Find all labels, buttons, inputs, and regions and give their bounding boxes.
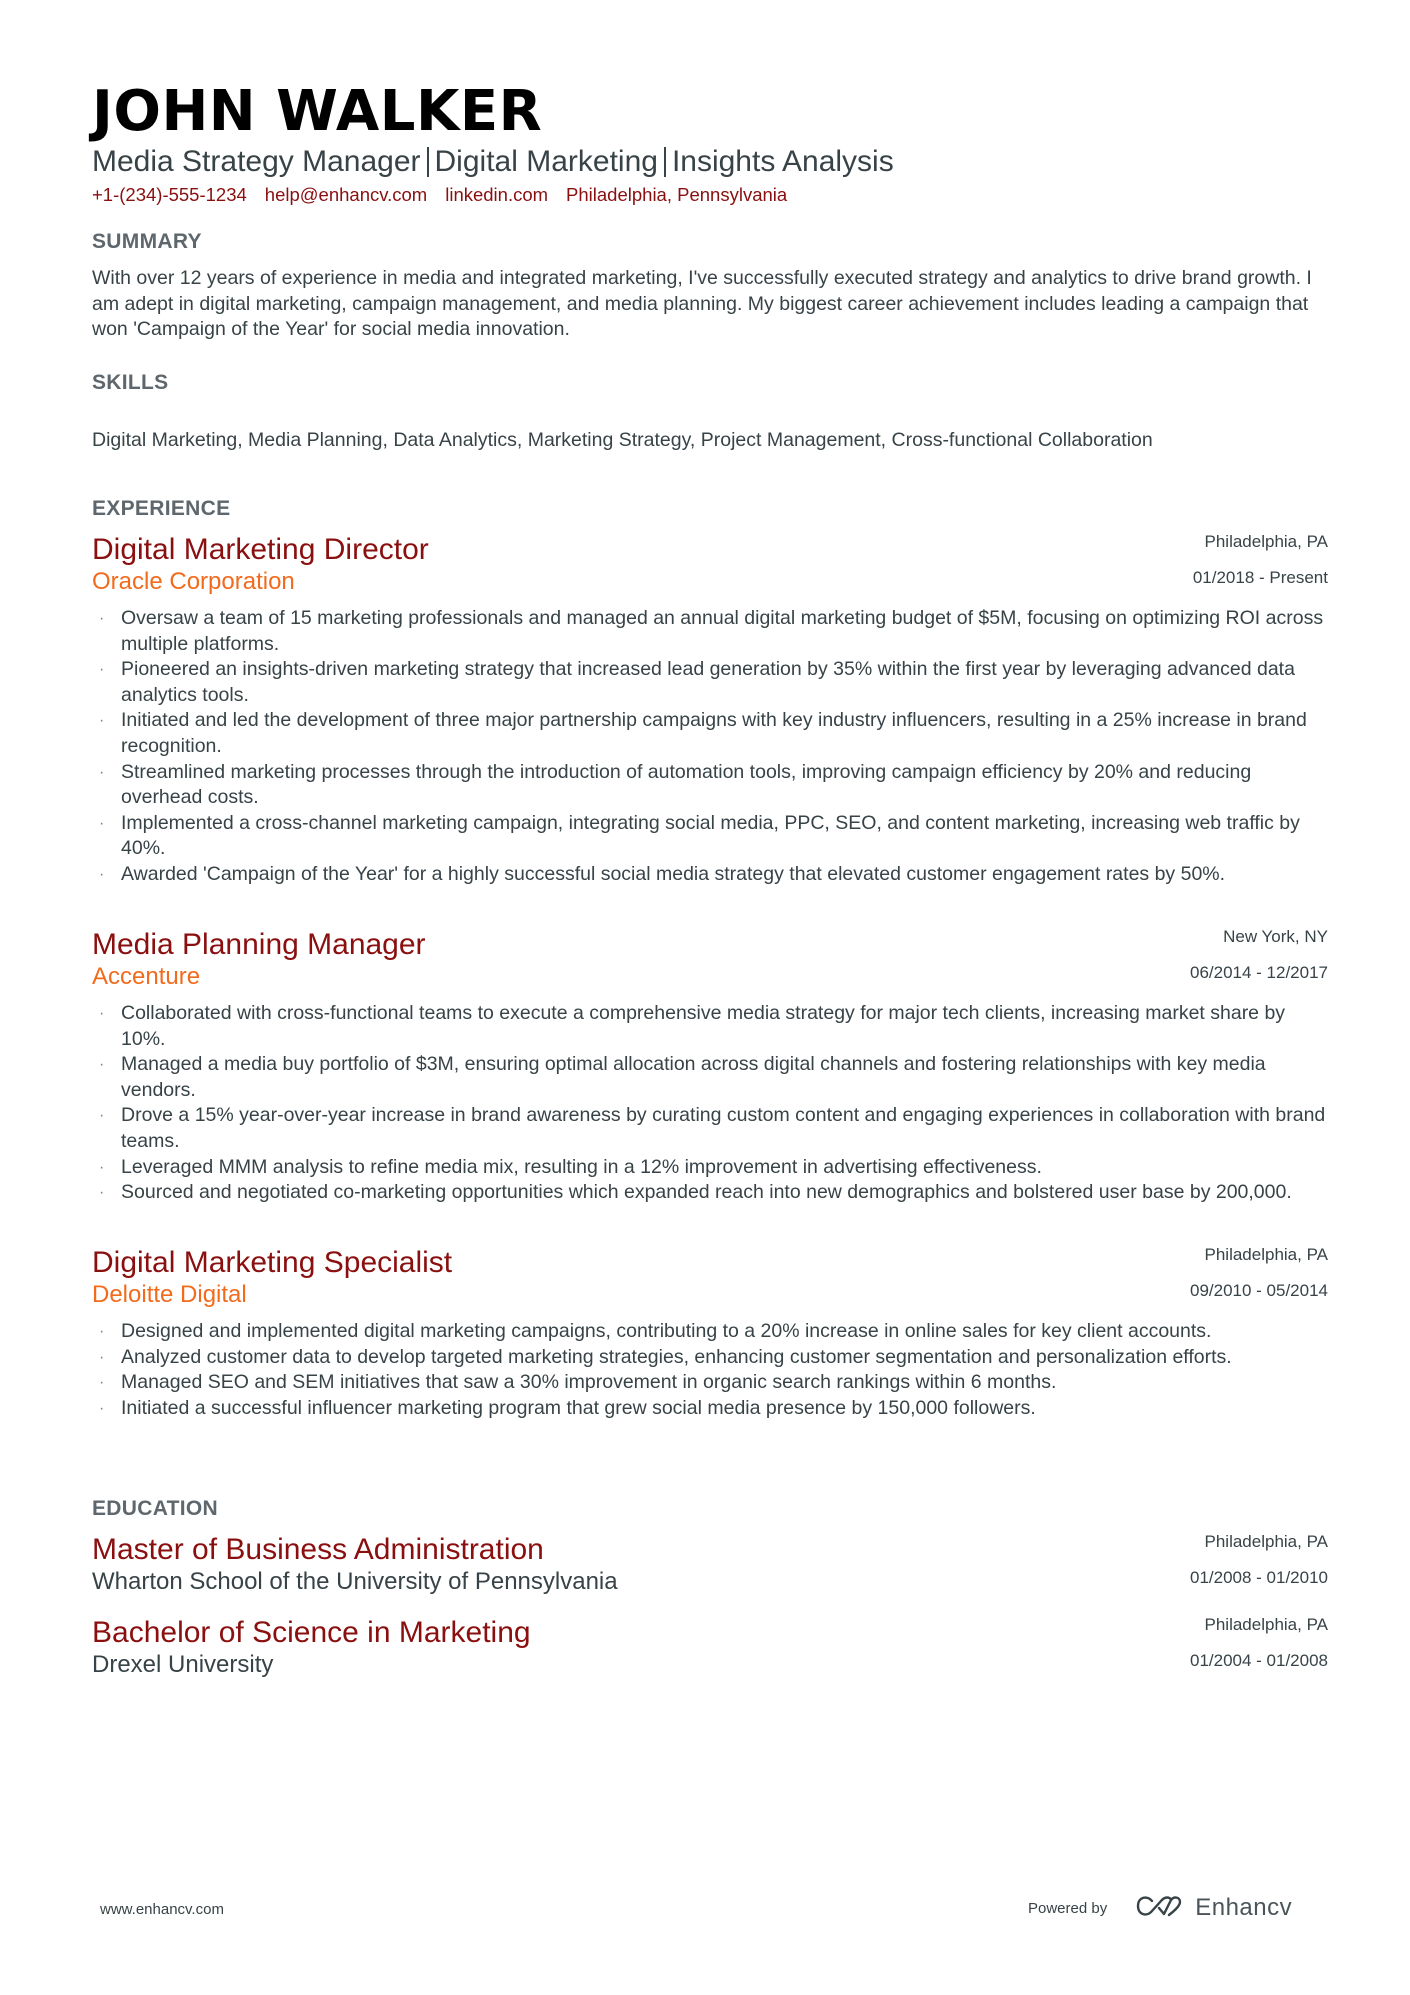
achievement-list	[92, 1319, 1328, 1421]
company-name: Deloitte Digital	[92, 1281, 247, 1308]
powered-by	[1028, 1895, 1292, 1921]
headline-part: Media Strategy Manager	[92, 145, 421, 178]
achievement-item: · Collaborated with cross-functional teams to execute a comprehensive media strategy for major tech clients, increasing market share by 10%.	[99, 1002, 1286, 1050]
job-title: Digital Marketing Director	[92, 533, 429, 566]
headline	[92, 144, 894, 180]
headline-part: Digital Marketing	[434, 145, 658, 178]
contact-info	[92, 183, 805, 207]
bullet-icon: ·	[99, 1348, 105, 1366]
bullet-icon: ·	[99, 610, 105, 627]
bullet-icon: ·	[99, 1056, 105, 1074]
job-location: New York, NY	[1223, 927, 1328, 946]
job-dates: 06/2014 - 12/2017	[1189, 963, 1328, 982]
degree-title: Master of Business Administration	[92, 1533, 544, 1566]
candidate-name: JOHN WALKER	[92, 79, 543, 144]
bullet-icon: ·	[99, 1158, 105, 1176]
education-dates: 01/2004 - 01/2008	[1189, 1651, 1328, 1670]
job-title: Digital Marketing Specialist	[92, 1246, 453, 1279]
achievement-item: · Awarded 'Campaign of the Year' for a highly successful social media strategy that elevated customer engagement rates by 50%.	[92, 862, 1328, 888]
powered-by-label: Powered by	[1028, 1899, 1108, 1917]
bullet-icon: ·	[99, 865, 105, 883]
achievement-item: · Streamlined marketing processes through the introduction of automation tools, improving campaign efficiency by 20% and reducing overhead costs.	[99, 760, 1252, 809]
section-title-education: EDUCATION	[92, 1497, 218, 1520]
achievement-item: · Leveraged MMM analysis to refine media mix, resulting in a 12% improvement in advertising effectiveness.	[92, 1155, 1328, 1181]
achievement-item: · Oversaw a team of 15 marketing professionals and managed an annual digital marketing budget of $5M, focusing on optimizing ROI across multiple platforms.	[99, 607, 1324, 655]
enhancv-logo-icon	[1135, 1894, 1183, 1923]
bullet-icon: ·	[99, 1323, 105, 1340]
brand-name: Enhancv	[1195, 1894, 1293, 1921]
achievement-item: · Sourced and negotiated co-marketing opportunities which expanded reach into new demographics and bolstered user base by 200,000.	[92, 1180, 1328, 1206]
achievement-list	[92, 1001, 1328, 1206]
company-name: Oracle Corporation	[92, 568, 295, 595]
job-location: Philadelphia, PA	[1204, 1245, 1328, 1264]
bullet-icon: ·	[99, 1399, 105, 1417]
headline-part: Insights Analysis	[671, 145, 894, 178]
website-link[interactable]: www.enhancv.com	[100, 1901, 224, 1918]
job-location: Philadelphia, PA	[1204, 532, 1328, 551]
company-name: Accenture	[92, 963, 201, 990]
bullet-icon: ·	[99, 1184, 105, 1202]
education-dates: 01/2008 - 01/2010	[1189, 1568, 1328, 1587]
achievement-item: · Pioneered an insights-driven marketing strategy that increased lead generation by 35% within the first year by leveraging advanced data analytics tools.	[99, 658, 1295, 706]
bullet-icon: ·	[99, 1005, 105, 1022]
location-text: Philadelphia, Pennsylvania	[566, 184, 788, 205]
section-title-summary: SUMMARY	[92, 230, 202, 253]
achievement-item: · Analyzed customer data to develop targeted marketing strategies, enhancing customer segmentation and personalization efforts.	[92, 1345, 1328, 1371]
skills-text: Digital Marketing, Media Planning, Data Analytics, Marketing Strategy, Project Management, Cross-functional Collaboration	[92, 429, 1153, 451]
achievement-item: · Managed a media buy portfolio of $3M, ensuring optimal allocation across digital channels and fostering relationships with key media vendors.	[99, 1053, 1266, 1101]
achievement-item: · Designed and implemented digital marketing campaigns, contributing to a 20% increase in online sales for key client accounts.	[92, 1319, 1328, 1345]
bullet-icon: ·	[99, 763, 105, 781]
headline-separator	[664, 147, 666, 177]
job-title: Media Planning Manager	[92, 928, 426, 961]
school-location: Philadelphia, PA	[1204, 1532, 1328, 1551]
bullet-icon: ·	[99, 814, 105, 832]
section-title-skills: SKILLS	[92, 371, 169, 394]
headline-separator	[427, 147, 429, 177]
school-name: Drexel University	[92, 1651, 274, 1678]
bullet-icon: ·	[99, 1107, 105, 1125]
degree-title: Bachelor of Science in Marketing	[92, 1616, 531, 1649]
school-location: Philadelphia, PA	[1204, 1615, 1328, 1634]
school-name: Wharton School of the University of Pennsylvania	[92, 1568, 618, 1595]
achievement-item: · Managed SEO and SEM initiatives that saw a 30% improvement in organic search rankings within 6 months.	[92, 1370, 1328, 1396]
achievement-list	[92, 606, 1328, 888]
job-dates: 09/2010 - 05/2014	[1189, 1281, 1328, 1300]
bullet-icon: ·	[99, 661, 105, 679]
job-dates: 01/2018 - Present	[1192, 568, 1328, 587]
summary-text: With over 12 years of experience in media and integrated marketing, I've successfully executed strategy and analytics to drive brand growth. I am adept in digital marketing, campaign management, and media planning. My biggest career achievement includes leading a campaign that won 'Campaign of the Year' for social media innovation.	[92, 267, 1312, 341]
section-title-experience: EXPERIENCE	[92, 497, 231, 520]
email-link[interactable]: help@enhancv.com	[264, 184, 428, 205]
achievement-item: · Drove a 15% year-over-year increase in brand awareness by curating custom content and engaging experiences in collaboration with brand teams.	[99, 1104, 1326, 1152]
bullet-icon: ·	[99, 1374, 105, 1392]
phone-link[interactable]: +1-(234)-555-1234	[92, 184, 247, 205]
achievement-item: · Initiated a successful influencer marketing program that grew social media presence by 150,000 followers.	[92, 1396, 1328, 1422]
achievement-item: · Implemented a cross-channel marketing campaign, integrating social media, PPC, SEO, and content marketing, increasing web traffic by 40%.	[99, 811, 1300, 860]
achievement-item: · Initiated and led the development of three major partnership campaigns with key industry influencers, resulting in a 25% increase in brand recognition.	[99, 709, 1307, 757]
bullet-icon: ·	[99, 712, 105, 730]
linkedin-link[interactable]: linkedin.com	[445, 184, 549, 205]
